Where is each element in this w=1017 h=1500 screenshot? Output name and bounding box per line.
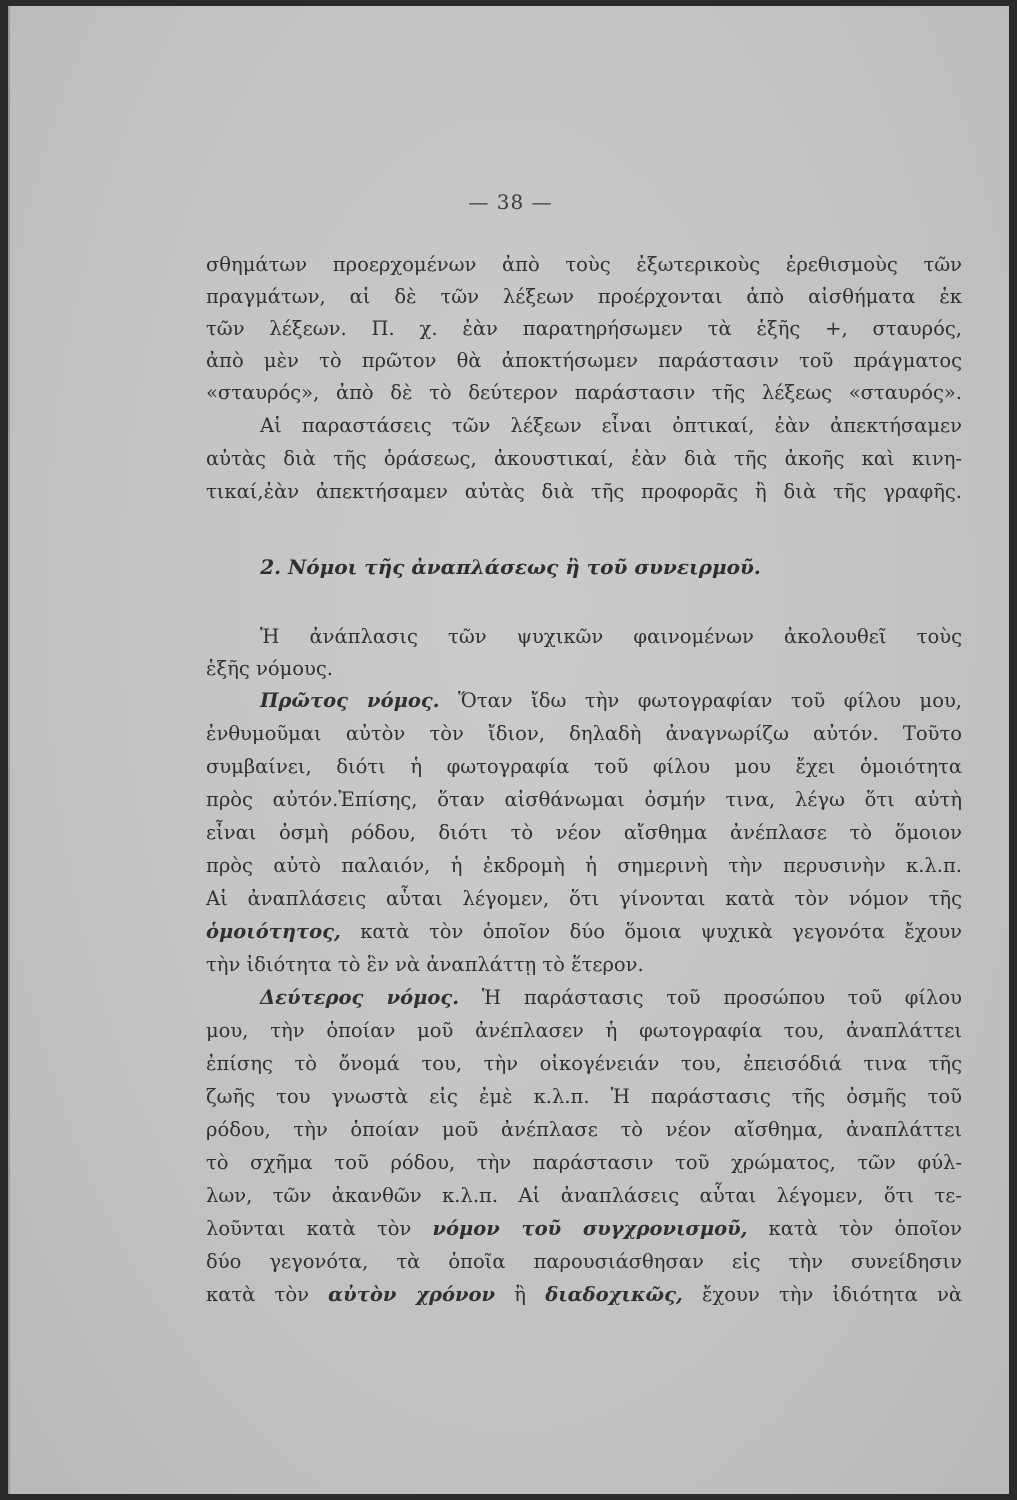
text-line: λων, τῶν ἀκανθῶν κ.λ.π. Αἱ ἀναπλάσεις αὗται λέγομεν, ὅτι τε- [206,1184,962,1207]
section-heading: 2. Νόμοι τῆς ἀναπλάσεως ἢ τοῦ συνειρμοῦ. [260,555,761,579]
text-line: ζωῆς του γνωστὰ εἰς ἐμὲ κ.λ.π. Ἡ παράστασις τῆς ὀσμῆς τοῦ [206,1085,962,1108]
text-line: «σταυρός», ἀπὸ δὲ τὸ δεύτερον παράστασιν τῆς λέξεως «σταυρός». [206,381,962,404]
bold-term: ὁμοιότητος, [206,920,341,943]
text-line [206,917,962,947]
text-line: τὴν ἰδιότητα τὸ ἓν νὰ ἀναπλάττῃ τὸ ἕτερον. [206,953,644,976]
bold-term: διαδοχικῶς, [545,1283,683,1306]
text-line: τῶν λέξεων. Π. χ. ἐὰν παρατηρήσωμεν τὰ ἑξῆς +, σταυρός, [206,317,962,340]
text-span: Ἡ παράστασις τοῦ προσώπου τοῦ φίλου [459,986,962,1009]
text-line: Ἡ ἀνάπλασις τῶν ψυχικῶν φαινομένων ἀκολουθεῖ τοὺς [260,625,962,648]
text-span: κατὰ τὸν ὁποῖον δύο ὅμοια ψυχικὰ γεγονότα ἔχουν [340,920,962,943]
text-line: ἐπίσης τὸ ὄνομά του, τὴν οἰκογένειάν του, ἐπεισόδιά τινα τῆς [206,1052,962,1075]
text-line: τὸ σχῆμα τοῦ ρόδου, τὴν παράστασιν τοῦ χρώματος, τῶν φύλ- [206,1151,962,1174]
text-span: ἔχουν τὴν ἰδιότητα νὰ [682,1283,962,1306]
text-line: πραγμάτων, αἱ δὲ τῶν λέξεων προέρχονται ἀπὸ αἰσθήματα ἐκ [206,285,962,308]
bold-term: νόμον τοῦ συγχρονισμοῦ, [432,1217,748,1240]
text-line: αὐτὰς διὰ τῆς ὁράσεως, ἀκουστικαί, ἐὰν διὰ τῆς ἀκοῆς καὶ κινη- [206,447,962,470]
book-page [8,6,1009,1494]
text-line: ρόδου, τὴν ὁποίαν μοῦ ἀνέπλασε τὸ νέον αἴσθημα, ἀναπλάττει [206,1118,962,1141]
law-label-first: Πρῶτος νόμος. [260,689,440,712]
text-line [206,1280,962,1310]
text-line [260,686,962,716]
law-label-second: Δεύτερος νόμος. [260,986,460,1009]
text-line: εἶναι ὀσμὴ ρόδου, διότι τὸ νέον αἴσθημα ἀνέπλασε τὸ ὅμοιον [206,821,962,844]
text-span: κατὰ τὸν ὁποῖον [747,1217,963,1240]
text-span: λοῦνται κατὰ τὸν [206,1217,433,1240]
text-line [206,1214,962,1244]
text-line: ἑξῆς νόμους. [206,657,333,680]
text-span: Ὅταν ἴδω τὴν φωτογραφίαν τοῦ φίλου μου, [439,689,962,712]
text-line [260,983,962,1013]
text-span: ἢ [495,1283,546,1306]
text-line: σθημάτων προερχομένων ἀπὸ τοὺς ἐξωτερικοὺς ἐρεθισμοὺς τῶν [206,253,962,276]
text-line: ἀπὸ μὲν τὸ πρῶτον θὰ ἀποκτήσωμεν παράστασιν τοῦ πράγματος [206,349,962,372]
text-span: κατὰ τὸν [206,1283,329,1306]
text-line: ἐνθυμοῦμαι αὐτὸν τὸν ἴδιον, δηλαδὴ ἀναγνωρίζω αὐτόν. Τοῦτο [206,722,962,745]
bold-term: αὐτὸν χρόνον [328,1283,496,1306]
text-line: πρὸς αὐτόν.Ἐπίσης, ὅταν αἰσθάνωμαι ὀσμήν τινα, λέγω ὅτι αὐτὴ [206,788,962,811]
text-line: τικαί,ἐὰν ἀπεκτήσαμεν αὐτὰς διὰ τῆς προφορᾶς ἢ διὰ τῆς γραφῆς. [206,480,962,503]
text-line: συμβαίνει, διότι ἡ φωτογραφία τοῦ φίλου μου ἔχει ὁμοιότητα [206,755,962,778]
text-line: μου, τὴν ὁποίαν μοῦ ἀνέπλασεν ἡ φωτογραφία του, ἀναπλάττει [206,1019,962,1042]
text-line: Αἱ ἀναπλάσεις αὗται λέγομεν, ὅτι γίνονται κατὰ τὸν νόμον τῆς [206,887,962,910]
page-number: — 38 — [468,190,553,214]
text-line: πρὸς αὐτὸ παλαιόν, ἡ ἐκδρομὴ ἡ σημερινὴ τὴν περυσινὴν κ.λ.π. [206,854,962,877]
text-line: Αἱ παραστάσεις τῶν λέξεων εἶναι ὀπτικαί, ἐὰν ἀπεκτήσαμεν [260,414,962,437]
text-line: δύο γεγονότα, τὰ ὁποῖα παρουσιάσθησαν εἰς τὴν συνείδησιν [206,1250,962,1273]
